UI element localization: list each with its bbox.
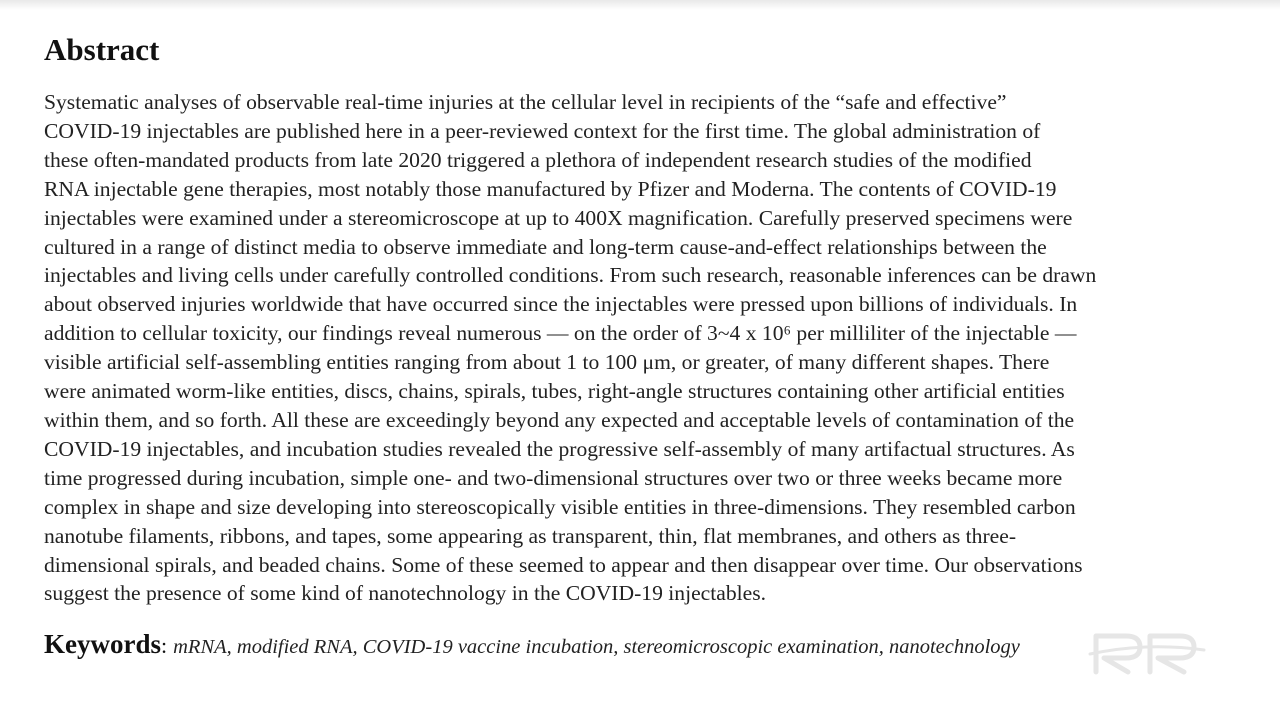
- abstract-line: nanotube filaments, ribbons, and tapes, some appearing as transparent, thin, flat membranes, and others as three-: [44, 523, 1017, 548]
- abstract-line: within them, and so forth. All these are exceedingly beyond any expected and acceptable levels of contamination of the: [44, 407, 1075, 432]
- abstract-line: suggest the presence of some kind of nanotechnology in the COVID-19 injectables.: [44, 581, 767, 606]
- abstract-line: visible artificial self-assembling entities ranging from about 1 to 100 μm, or greater, of many different shapes. There: [44, 350, 1050, 375]
- abstract-line: COVID-19 injectables are published here in a peer-reviewed context for the first time. The global administration of: [44, 118, 1041, 143]
- abstract-line: COVID-19 injectables, and incubation studies revealed the progressive self-assembly of many artifactual structures. As: [44, 436, 1075, 461]
- abstract-heading: Abstract: [44, 32, 160, 67]
- abstract-body: [44, 88, 1254, 608]
- abstract-line: injectables were examined under a stereomicroscope at up to 400X magnification. Carefully preserved specimens were: [44, 205, 1073, 230]
- abstract-line: these often-mandated products from late 2020 triggered a plethora of independent research studies of the modified: [44, 147, 1032, 172]
- keywords-label: Keywords: [44, 629, 161, 659]
- abstract-line: about observed injuries worldwide that have occurred since the injectables were pressed upon billions of individuals. In: [44, 292, 1078, 317]
- abstract-line: dimensional spirals, and beaded chains. Some of these seemed to appear and then disappear over time. Our observations: [44, 552, 1083, 577]
- keywords-line: [44, 626, 1104, 667]
- abstract-line: cultured in a range of distinct media to observe immediate and long-term cause-and-effect relationships between the: [44, 234, 1047, 259]
- abstract-line: Systematic analyses of observable real-time injuries at the cellular level in recipients of the “safe and effective”: [44, 90, 1007, 114]
- abstract-line: injectables and living cells under carefully controlled conditions. From such research, reasonable inferences can be drawn: [44, 263, 1097, 288]
- abstract-line: were animated worm-like entities, discs, chains, spirals, tubes, right-angle structures containing other artificial entities: [44, 379, 1065, 404]
- top-edge-shade: [0, 0, 1280, 10]
- abstract-line: time progressed during incubation, simple one- and two-dimensional structures over two or three weeks became more: [44, 465, 1063, 490]
- keywords-colon: :: [161, 633, 168, 658]
- rr-logo-icon: [1086, 628, 1208, 678]
- abstract-line: complex in shape and size developing into stereoscopically visible entities in three-dimensions. They resembled carbon: [44, 494, 1076, 519]
- keywords-list: mRNA, modified RNA, COVID-19 vaccine incubation, stereomicroscopic examination, nanotechnology: [173, 636, 1020, 658]
- abstract-line: addition to cellular toxicity, our findings reveal numerous — on the order of 3~4 x 10⁶ per milliliter of the injectable —: [44, 321, 1077, 346]
- abstract-line: RNA injectable gene therapies, most notably those manufactured by Pfizer and Moderna. The contents of COVID-19: [44, 176, 1057, 201]
